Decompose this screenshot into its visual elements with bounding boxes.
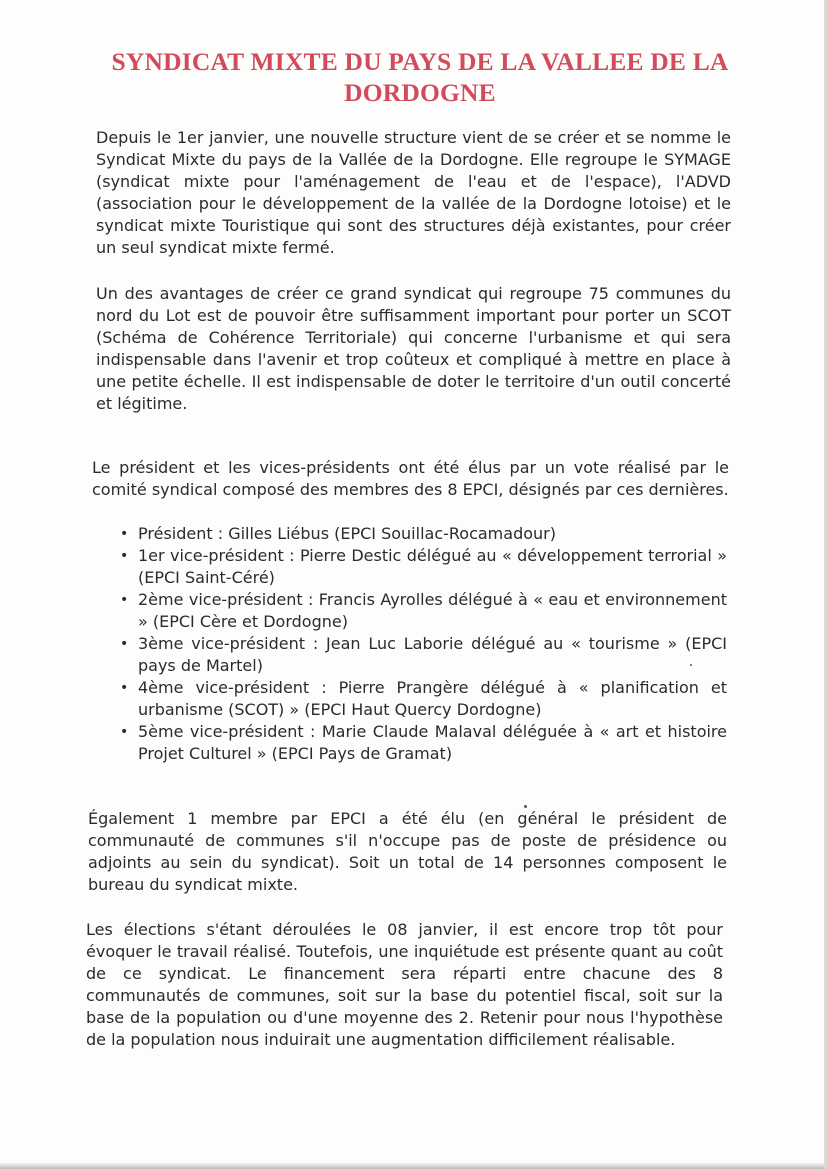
paragraph-advantages: Un des avantages de créer ce grand syndicat qui regroupe 75 communes du nord du Lot est de pouvoir être suffisamment important pour porter un SCOT (Schéma de Cohérence Territoriale) qui concerne l'urbanisme et qui sera indispensable dans l'avenir et trop coûteux et compliqué à mettre en place à une petite échelle. Il est indispensable de doter le territoire d'un outil concerté et légitime. bbox=[96, 284, 731, 413]
officer-text: 4ème vice-président : Pierre Prangère délégué à « planification et urbanisme (SCOT) » (EPCI Haut Quercy Dordogne) bbox=[138, 678, 727, 719]
bullet-icon: • bbox=[120, 680, 129, 696]
bullet-icon: • bbox=[120, 724, 129, 740]
paragraph-election: Le président et les vices-présidents ont été élus par un vote réalisé par le comité syndical composé des membres des 8 EPCI, désignés par ces dernières. bbox=[92, 458, 729, 499]
officers-list bbox=[120, 523, 727, 765]
officer-text: 2ème vice-président : Francis Ayrolles délégué à « eau et environnement » (EPCI Cère et Dordogne) bbox=[138, 590, 727, 631]
bullet-icon: • bbox=[120, 548, 129, 564]
bullet-icon: • bbox=[120, 592, 129, 608]
page-title: SYNDICAT MIXTE DU PAYS DE LA VALLEE DE LA DORDOGNE bbox=[111, 47, 729, 107]
list-item bbox=[120, 633, 727, 677]
paragraph-bureau: Également 1 membre par EPCI a été élu (en général le président de communauté de communes s'il n'occupe pas de poste de présidence ou adjoints au sein du syndicat). Soit un total de 14 personnes composent le bureau du syndicat mixte. bbox=[88, 809, 727, 894]
scan-edge-shadow bbox=[0, 1163, 824, 1169]
officer-text: 3ème vice-président : Jean Luc Laborie délégué au « tourisme » (EPCI pays de Martel) bbox=[138, 634, 727, 675]
bullet-icon: • bbox=[120, 636, 129, 652]
list-item bbox=[120, 677, 727, 721]
scan-speck bbox=[524, 805, 527, 808]
paragraph-financing: Les élections s'étant déroulées le 08 janvier, il est encore trop tôt pour évoquer le travail réalisé. Toutefois, une inquiétude est présente quant au coût de ce syndicat. Le financement sera réparti entre chacune des 8 communautés de communes, soit sur la base du potentiel fiscal, soit sur la base de la population ou d'une moyenne des 2. Retenir pour nous l'hypothèse de la population nous induirait une augmentation difficilement réalisable. bbox=[86, 920, 723, 1049]
officer-text: 5ème vice-président : Marie Claude Malaval déléguée à « art et histoire Projet Culturel » (EPCI Pays de Gramat) bbox=[138, 722, 727, 763]
officer-text: 1er vice-président : Pierre Destic délégué au « développement terrorial » (EPCI Saint-Céré) bbox=[138, 546, 727, 587]
list-item bbox=[120, 545, 727, 589]
list-item bbox=[120, 523, 727, 545]
list-item bbox=[120, 589, 727, 633]
bullet-icon: • bbox=[120, 526, 129, 542]
officer-text: Président : Gilles Liébus (EPCI Souillac-Rocamadour) bbox=[138, 524, 556, 543]
paragraph-intro: Depuis le 1er janvier, une nouvelle structure vient de se créer et se nomme le Syndicat Mixte du pays de la Vallée de la Dordogne. Elle regroupe le SYMAGE (syndicat mixte pour l'aménagement de l'eau et de l'espace), l'ADVD (association pour le développement de la vallée de la Dordogne lotoise) et le syndicat mixte Touristique qui sont des structures déjà existantes, pour créer un seul syndicat mixte fermé. bbox=[96, 128, 731, 257]
scan-speck bbox=[690, 664, 692, 666]
list-item bbox=[120, 721, 727, 765]
